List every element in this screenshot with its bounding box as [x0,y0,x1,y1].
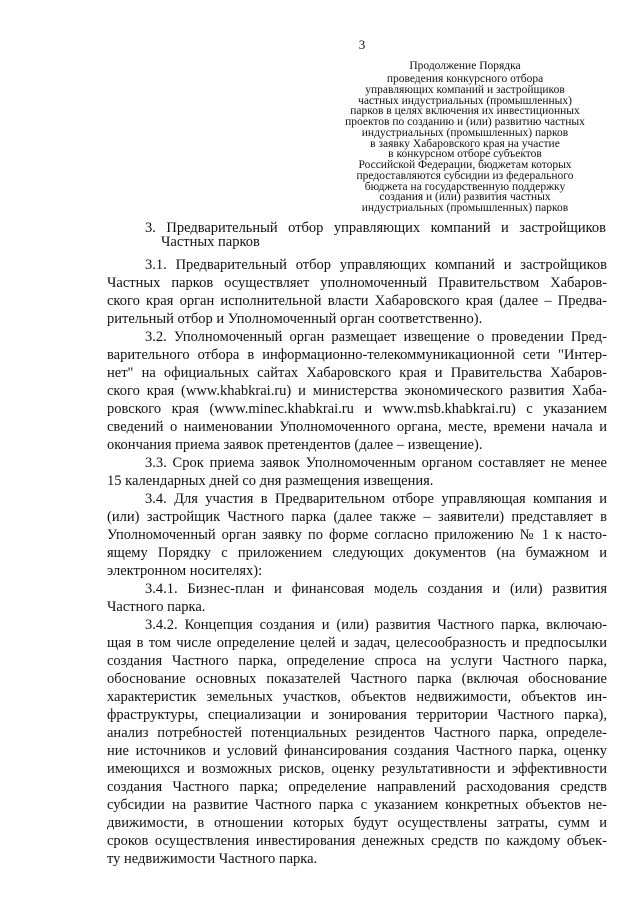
paragraph-line: варительного отбора в информационно-телекоммуникационной сети "Интер- [107,347,607,363]
paragraph-line: ящему Порядку с приложением следующих документов (на бумажном и [107,545,607,561]
paragraph-line: 3.4. Для участия в Предварительном отборе управляющая компания и [145,491,607,507]
paragraph-line: имеющихся и возможных рисков, оценку результативности и эффективности [107,761,607,777]
paragraph-line: сроков осуществления инвестирования денежных средств по каждому объек- [107,833,607,849]
page-number: 3 [358,37,366,52]
section-heading-line: 3. Предварительный отбор управляющих компаний и застройщиков [145,220,606,236]
header-line: создания и (или) развития частных [379,191,551,204]
paragraph-line: анализ потребностей потенциальных резидентов Частного парка, определе- [107,725,607,741]
section-heading-line: Частных парков [161,234,260,250]
paragraph-line: субсидии на развитие Частного парка с указанием конкретных объектов не- [107,797,607,813]
paragraph-line: 15 календарных дней со дня размещения извещения. [107,473,434,489]
header-line: проектов по созданию и (или) развитию частных [345,116,585,128]
header-line: управляющих компаний и застройщиков [365,83,565,96]
paragraph-line: создания Частного парка, определение спроса на услуги Частного парка, [107,653,607,669]
paragraph-line: фраструктуры, специализации и зонирования территории Частного парка), [107,707,607,723]
paragraph-line: ского края орган исполнительной власти Хабаровского края (далее – Предва- [107,293,607,309]
paragraph-line: 3.4.2. Концепция создания и (или) развития Частного парка, включаю- [145,617,607,633]
paragraph-line: щая в том числе определение целей и задач, целесообразность и предпосылки [107,635,607,651]
paragraph-line: (или) застройщик Частного парка (далее также – заявители) представляет в [107,509,607,525]
paragraph-line: Частных парков осуществляет уполномоченный Правительством Хабаров- [107,275,607,291]
paragraph-line: нет" на официальных сайтах Хабаровского края и Правительства Хабаров- [107,365,607,381]
header-line: в заявку Хабаровского края на участие [370,137,560,150]
paragraph-line: электронном носителях): [107,563,263,579]
paragraph-line: окончания приема заявок претендентов (далее – извещение). [107,437,483,453]
paragraph-line: 3.2. Уполномоченный орган размещает извещение о проведении Пред- [145,329,607,345]
paragraph-line: ского края (www.khabkrai.ru) и министерства экономического развития Хаба- [107,383,607,399]
header-line: предоставляются субсидии из федерального [356,169,574,182]
paragraph-line: Частного парка. [107,599,206,615]
header-line: индустриальных (промышленных) парков [361,126,569,139]
paragraph-line: характеристик земельных участков, объектов недвижимости, объектов ин- [107,689,607,705]
header-line: в конкурсном отборе субъектов [388,148,542,161]
paragraph-line: 3.3. Срок приема заявок Уполномоченным органом составляет не менее [145,455,607,471]
paragraph-line: 3.1. Предварительный отбор управляющих компаний и застройщиков [145,257,607,273]
paragraph-line: создания Частного парка; определение направлений расходования средств [107,779,607,795]
paragraph-line: движимости, в отношении которых будут осуществлены затраты, сумм и [107,815,607,831]
header-line: парков в целях включения их инвестиционных [350,105,580,118]
paragraph-line: сведений о наименовании Уполномоченного органа, месте, времени начала и [107,419,607,435]
paragraph-line: ровского края (www.minec.khabkrai.ru и www.msb.khabkrai.ru) с указанием [107,401,607,417]
appendix-header-title: Продолжение Порядка [409,60,521,72]
paragraph-line: ту недвижимости Частного парка. [107,851,318,867]
appendix-header-block [336,74,594,214]
paragraph-line: 3.4.1. Бизнес-план и финансовая модель создания и (или) развития [145,581,607,597]
header-line: индустриальных (промышленных) парков [361,202,569,214]
paragraph-line: рительный отбор и Уполномоченный орган соответственно). [107,311,483,327]
paragraph-line: ние источников и условий финансирования создания Частного парка, оценку [107,743,607,759]
paragraph-line: обоснование основных показателей Частного парка (включая обоснование [107,671,607,687]
header-line: Российской Федерации, бюджетам которых [358,159,572,171]
section-heading [145,221,606,249]
paragraph-line: Уполномоченный орган заявку по форме согласно приложению № 1 к насто- [107,527,607,543]
header-line: частных индустриальных (промышленных) [358,94,572,107]
body-text [107,256,607,868]
header-line: бюджета на государственную поддержку [364,180,566,193]
header-line: проведения конкурсного отбора [386,73,544,85]
